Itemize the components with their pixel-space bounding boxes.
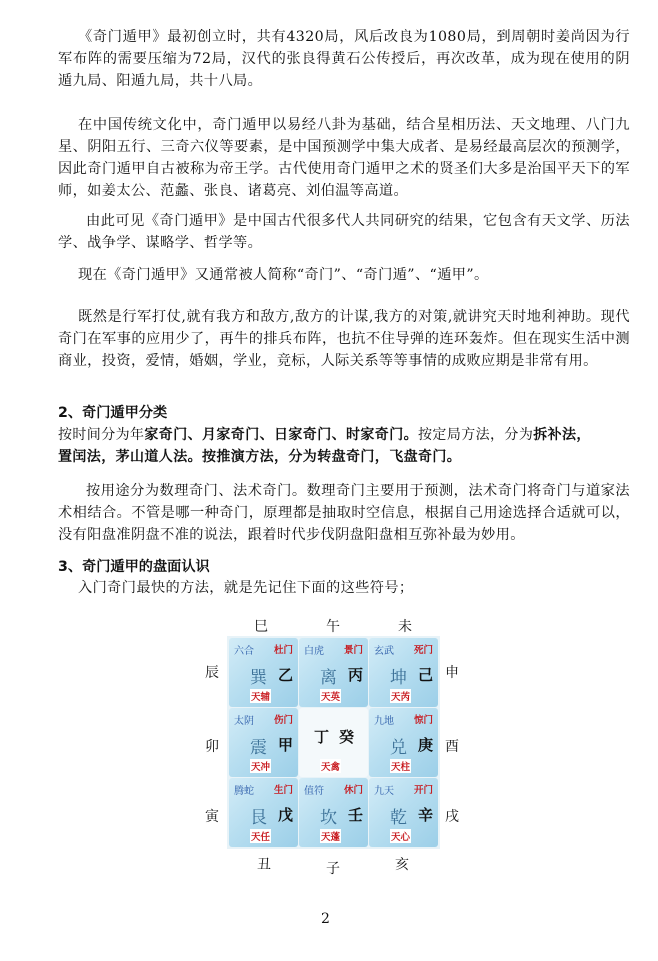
nine-star-label: 天心 xyxy=(390,829,411,843)
palace-xun xyxy=(229,638,298,707)
nine-palace-chart xyxy=(227,636,440,849)
stem-label: 甲 xyxy=(277,736,293,754)
paragraph-research: 由此可见《奇门遁甲》是中国古代很多代人共同研究的结果，它包含有天文学、历法学、战争学、谋略学、哲学等。 xyxy=(58,213,630,251)
paragraph-alias: 现在《奇门遁甲》又通常被人简称“奇门”、“奇门遁”、“遁甲”。 xyxy=(78,267,489,283)
door-label: 休门 xyxy=(343,785,363,796)
nine-star-label: 天冲 xyxy=(250,759,271,773)
door-label: 景门 xyxy=(343,645,363,656)
trigram-label: 离 xyxy=(320,668,337,688)
stem-label: 戊 xyxy=(277,806,293,824)
branch-top-3: 未 xyxy=(398,619,412,635)
trigram-label: 巽 xyxy=(250,668,267,688)
palace-qian xyxy=(369,778,438,847)
deity-label: 九地 xyxy=(374,716,394,727)
branch-right-2: 酉 xyxy=(445,739,459,755)
nine-star-label: 天芮 xyxy=(390,689,411,703)
branch-bottom-2: 子 xyxy=(326,861,340,877)
deity-label: 值符 xyxy=(304,786,324,797)
deity-label: 玄武 xyxy=(374,646,394,657)
page-number: 2 xyxy=(321,911,330,927)
nine-star-label: 天英 xyxy=(320,689,341,703)
branch-bottom-1: 丑 xyxy=(257,857,271,873)
classification-text-b: 家奇门、月家奇门、日家奇门、时家奇门。 xyxy=(144,427,419,443)
door-label: 惊门 xyxy=(413,715,433,726)
deity-label: 六合 xyxy=(234,646,254,657)
deity-label: 九天 xyxy=(374,786,394,797)
branch-right-3: 戌 xyxy=(445,809,459,825)
stem-label: 庚 xyxy=(417,736,433,754)
deity-label: 太阴 xyxy=(234,716,254,727)
section3-heading: 3、奇门遁甲的盘面认识 xyxy=(58,559,210,575)
stem-label: 壬 xyxy=(347,806,363,824)
paragraph-application: 既然是行军打仗,就有我方和敌方,敌方的计谋,我方的对策,就讲究天时地利神助。现代奇门在军事的应用少了，再牛的排兵布阵，也抗不住导弹的连环轰炸。但在现实生活中测商业，投资，爱情，婚姻，学业，竞标，人际关系等等事情的成败应期是非常有用。 xyxy=(58,309,630,369)
branch-left-1: 辰 xyxy=(205,665,219,681)
branch-right-1: 申 xyxy=(445,665,459,681)
classification-line1 xyxy=(58,424,630,446)
trigram-label: 坤 xyxy=(390,668,407,688)
classification-text-a: 按时间分为年 xyxy=(58,427,145,443)
nine-star-label: 天柱 xyxy=(390,759,411,773)
palace-dui xyxy=(369,708,438,777)
door-label: 伤门 xyxy=(273,715,293,726)
trigram-label: 坎 xyxy=(320,808,337,828)
door-label: 开门 xyxy=(413,785,433,796)
palace-center xyxy=(299,708,368,777)
nine-star-label: 天蓬 xyxy=(320,829,341,843)
branch-top-1: 巳 xyxy=(254,619,268,635)
palace-kan xyxy=(299,778,368,847)
paragraph-usage: 按用途分为数理奇门、法术奇门。数理奇门主要用于预测，法术奇门将奇门与道家法术相结合。不管是哪一种奇门，原理都是抽取时空信息，根据自己用途选择合适就可以，没有阳盘准阴盘不准的说法，跟着时代步伐阴盘阳盘相互弥补最为妙用。 xyxy=(58,483,630,543)
door-label: 死门 xyxy=(413,645,433,656)
section2-heading: 2、奇门遁甲分类 xyxy=(58,405,168,421)
nine-star-label: 天辅 xyxy=(250,689,271,703)
deity-label: 白虎 xyxy=(304,646,324,657)
palace-kun xyxy=(369,638,438,707)
branch-bottom-3: 亥 xyxy=(395,857,409,873)
palace-li xyxy=(299,638,368,707)
classification-text-d: 拆补法， xyxy=(533,427,591,443)
door-label: 生门 xyxy=(273,785,293,796)
palace-zhen xyxy=(229,708,298,777)
paragraph-culture: 在中国传统文化中，奇门遁甲以易经八卦为基础，结合星相历法、天文地理、八门九星、阴阳五行、三奇六仪等要素，是中国预测学中集大成者、是易经最高层次的预测学，因此奇门遁甲自古被称为帝王学。古代使用奇门遁甲之术的贤圣们大多是治国平天下的军师，如姜太公、范蠡、张良、诸葛亮、刘伯温等高道。 xyxy=(58,117,630,199)
branch-top-2: 午 xyxy=(326,619,340,635)
deity-label: 腾蛇 xyxy=(234,786,254,797)
door-label: 杜门 xyxy=(273,645,293,656)
trigram-label: 震 xyxy=(250,738,267,758)
stem-label: 乙 xyxy=(277,666,293,684)
trigram-label: 兑 xyxy=(390,738,407,758)
classification-text-c: 按定局方法，分为 xyxy=(418,427,534,443)
paragraph-origin: 《奇门遁甲》最初创立时，共有4320局，风后改良为1080局，到周朝时姜尚因为行军布阵的需要压缩为72局，汉代的张良得黄石公传授后，再次改革，成为现在使用的阴遁九局、阳遁九局，共十八局。 xyxy=(58,29,630,89)
section3-intro: 入门奇门最快的方法，就是先记住下面的这些符号； xyxy=(78,580,414,596)
trigram-label: 乾 xyxy=(390,808,407,828)
center-stem-2: 癸 xyxy=(339,728,355,746)
palace-gen xyxy=(229,778,298,847)
stem-label: 辛 xyxy=(417,806,433,824)
trigram-label: 艮 xyxy=(250,808,267,828)
branch-left-2: 卯 xyxy=(205,739,219,755)
nine-star-label: 天禽 xyxy=(320,759,341,773)
classification-line2: 置闰法，茅山道人法。按推演方法，分为转盘奇门，飞盘奇门。 xyxy=(58,449,462,465)
branch-left-3: 寅 xyxy=(205,809,219,825)
center-stem-1: 丁 xyxy=(314,728,330,746)
nine-star-label: 天任 xyxy=(250,829,271,843)
stem-label: 己 xyxy=(417,666,433,684)
stem-label: 丙 xyxy=(347,666,363,684)
